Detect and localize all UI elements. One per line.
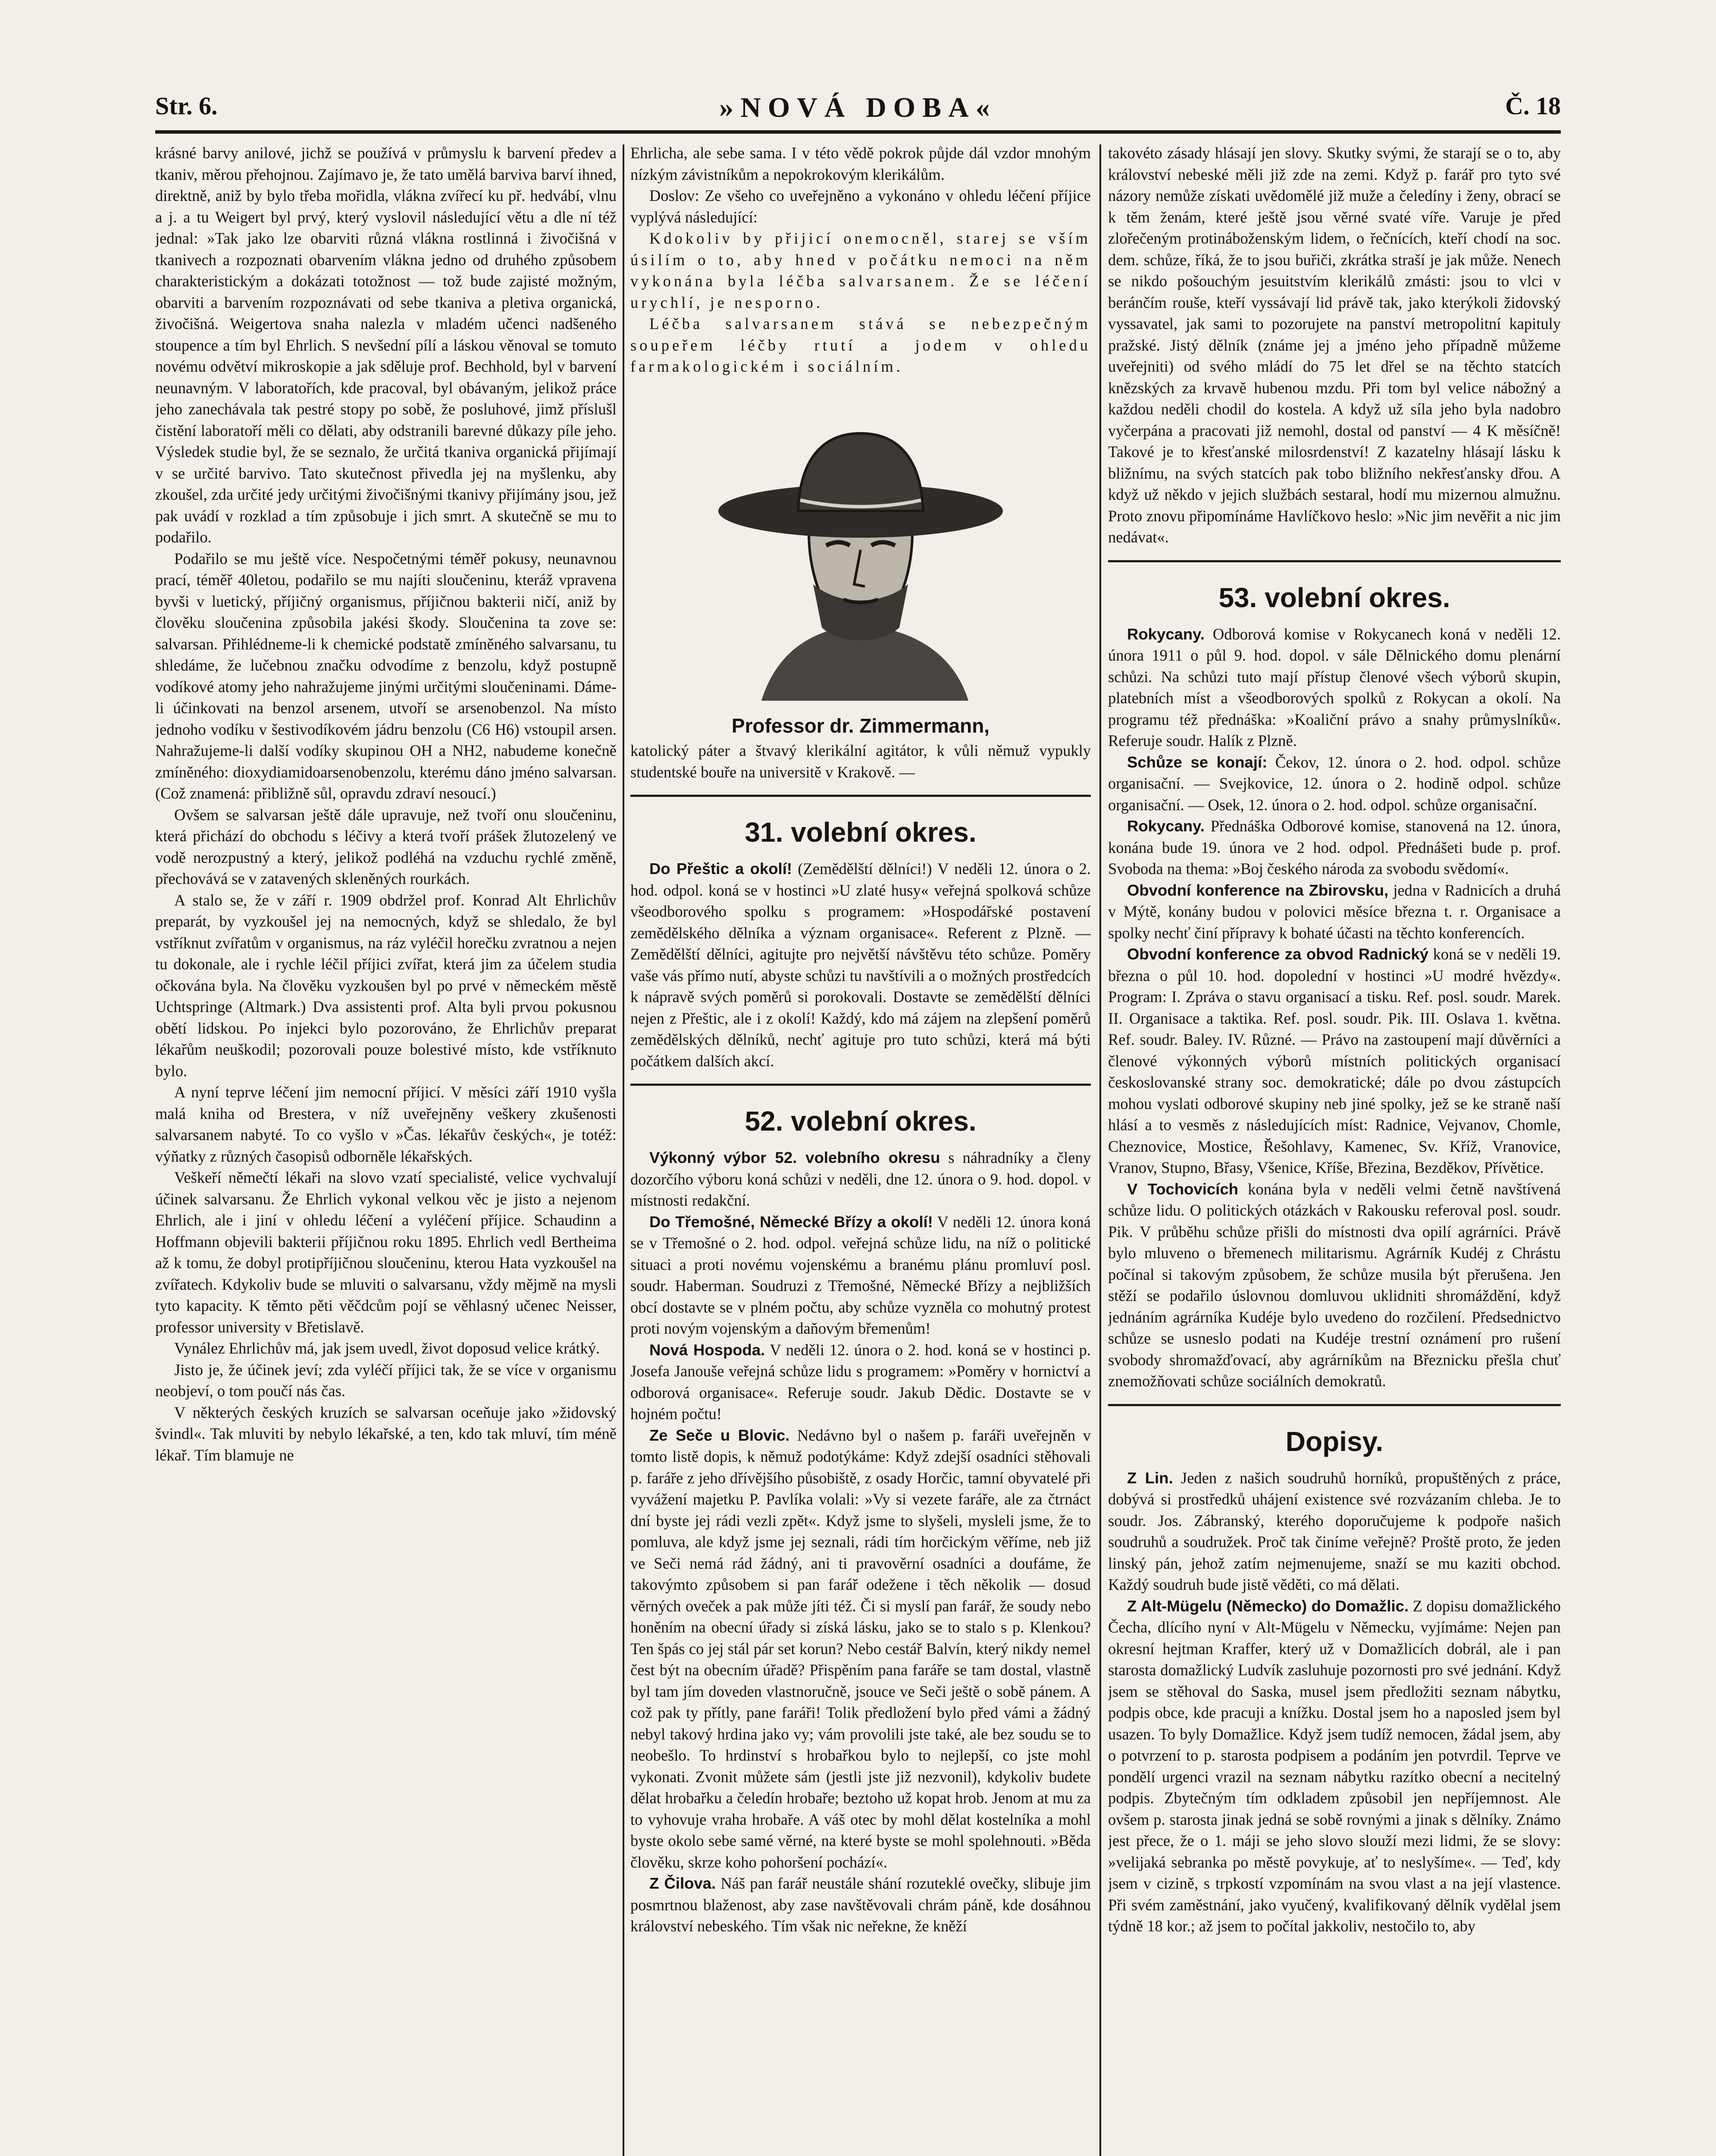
- article-paragraph: Doslov: Ze všeho co uveřejněno a vykonáno v ohledu léčení příjice vyplývá následující:: [630, 187, 1091, 226]
- article-paragraph: V některých českých kruzích se salvarsan oceňuje jako »židovský švindl«. Tak mluviti by nebylo lékařské, a ten, kdo tak mluví, tím méně lékař. Tím blamuje ne: [155, 1403, 617, 1464]
- page-number: Str. 6.: [155, 92, 218, 120]
- article-paragraph: Podařilo se mu ještě více. Nespočetnými téměř pokusy, neunavnou prací, téměř 40letou, podařilo se mu najíti sloučeninu, kteráž vpravena byvši v luetický, příjičný organismus, příjičnou bakterii ničí, aniž by člověku sloučenina způsobila jakési škody. Sloučenina ta zove se: salvarsan. Přihlédneme-li k chemické podstatě zmíněného salvarsanu, tu shledáme, že lučebnou značku odvodíme z benzolu, když postupně vodíkové atomy jeho nahražujeme jinými určitými sloučeninami. Dáme-li účinkovati na benzol arsenem, utvoří se arsenobenzol. Na místo jednoho vodíku v šestivodíkovém jádru benzolu (C6 H6) vstoupil arsen. Nahražujeme-li další vodíky skupinou OH a NH2, nabudeme konečně zmíněného: dioxydiamidoarsenobenzolu, kterému dáno jméno salvarsan. (Což znamená: přibližně sůl, opravdu zdraví nesoucí.): [155, 549, 617, 802]
- section-rule: [1108, 1404, 1561, 1406]
- article-paragraph: Vynález Ehrlichův má, jak jsem uvedl, život doposud velice krátký.: [174, 1339, 600, 1357]
- section-heading-53: 53. volební okres.: [1218, 582, 1450, 613]
- caption-text: katolický páter a štvavý klerikální agitátor, k vůli němuž vypukly studentské bouře na universitě v Krakově. —: [630, 742, 1091, 781]
- column-2: [630, 142, 1091, 2156]
- section-heading-52: 52. volební okres.: [745, 1106, 977, 1137]
- column-1: [155, 142, 617, 2156]
- section-rule: [1108, 560, 1561, 562]
- section-heading-31: 31. volební okres.: [745, 817, 977, 848]
- section-heading-dopisy: Dopisy.: [1285, 1426, 1384, 1457]
- news-item: Obvodní konference za obvod Radnický koná se v neděli 19. března o půl 10. hod. dopolední v hostinci »U modré hvězdy«. Program: I. Zpráva o stavu organisací a tisku. Ref. posl. soudr. Marek. II. Organisace a taktika. Ref. posl. soudr. Pik. III. Oslava 1. května. Ref. soudr. Baley. IV. Různé. — Právo na zastoupení mají důvěrníci a členové výkonných výborů místních politických organisací českoslovanské strany soc. demokratické; dále po dvou zástupcích mohou vyslati odborové skupiny neb jiné spolky, jež se ke straně naší hlásí a to vesměs z následujících míst: Radnice, Vejvanov, Chomle, Cheznovice, Mostice, Řešohlavy, Kamenec, Sv. Kříž, Vranovice, Vranov, Stupno, Břasy, Všenice, Kříše, Březina, Bezděkov, Přívětice.: [1108, 945, 1561, 1176]
- letter-item: Z Alt-Mügelu (Německo) do Domažlic. Z dopisu domažlického Čecha, dlícího nyní v Alt-Mügelu v Německu, vyjímáme: Nejen pan okresní hejtman Kraffer, který už v Domažlicích dobrál, ale i pan starosta domažlický Ludvík zasluhuje pozornosti pro své jednání. Když jsem se stěhoval do Saska, musel jsem předložiti seznam nábytku, podpis obce, kde pracuji a knížku. Dostal jsem ho a naposled jsem byl usazen. To byly Domažlice. Když jsem tudíž nemocen, žádal jsem, aby o potvrzení to p. starosta podpisem a podáním jen potvrdil. Teprve ve pondělí urgenci vrazil na seznam nábytku razítko obecní a necitelný podpis. Zbytečným tím odkladem způsobil jen nepříjemnost. Ale ovšem p. starosta jinak jedná se sobě rovnými a jinak s dělníky. Známo jest přece, že o 1. máji se jeho slovo slouží mezi lidmi, že se slovy: »velijaká sebranka po městě povykuje, ať to neslyšíme«. — Teď, kdy jsem v cizině, s trpkostí vzpomínám na svou vlast a na její vlastence. Při svém zaměstnání, jako vyučený, kvalifikovaný dělník vydělal jsem týdně 18 kor.; až jsem to počítal jakkoliv, nestočilo to, aby: [1108, 1597, 1561, 1935]
- article-paragraph: Veškeří němečtí lékaři na slovo vzatí specialisté, velice vychvalují účinek salvarsanu. Že Ehrlich vykonal velkou věc je jisto a nejenom Ehrlich, ale i jiní v ohledu léčení a vyléčení příjice. Schaudinn a Hoffmann objevili bakterii příjičnou roku 1895. Ehrlich vedl Bertheima až k tomu, že dobyl protipříjičnou sloučeninu, kterou Hata vyzkoušel na zvířatech. Kdykoliv bude se mluviti o salvarsanu, vždy mějmě na mysli tyto kapacity. K těmto pěti věčdcům pojí se věhlasný učenec Neisser, professor university v Břetislavě.: [155, 1169, 617, 1336]
- news-item: Do Přeštic a okolí! (Zemědělští dělníci!) V neděli 12. února o 2. hod. odpol. koná se v hostinci »U zlaté husy« veřejná spolková schůze všeodborového spolku s programem: »Hospodářské postavení zemědělského dělníka a význam organisace«. Referent z Plzně. — Zemědělští dělníci, agitujte pro největší návštěvu této schůze. Poměry vaše vás přímo nutí, abyste schůzi tu navštívili a o možných prostředcích k nápravě svých poměrů si porokovali. Dostavte se zemědělští dělníci nejen z Přeštic, ale i z okolí! Každý, kdo má zájem na zlepšení poměrů zemědělských dělníků, nechť agituje pro tuto schůzi, která má býti počátkem dalších akcí.: [630, 860, 1091, 1070]
- article-paragraph: Jisto je, že účinek jeví; zda vyléčí příjici tak, že se více v organismu neobjeví, o tom poučí nás čas.: [155, 1360, 617, 1400]
- news-item: Rokycany. Odborová komise v Rokycanech koná v neděli 12. února 1911 o půl 9. hod. dopol. v sále Dělnického domu plenární schůzi. Na schůzi tuto mají přístup členové všech výborů skupin, platebních míst a všeodborových spolků z Rokycan a okolí. Na programu též přednáška: »Koaliční právo a snahy průmyslníků«. Referuje soudr. Halík z Plzně.: [1108, 625, 1561, 749]
- column-3: [1108, 142, 1561, 2156]
- news-item: Výkonný výbor 52. volebního okresu s náhradníky a členy dozorčího výboru koná schůzi v neděli, dne 12. února o 9. hod. dopol. v místnosti redakční.: [630, 1149, 1091, 1209]
- article-paragraph: A nyní teprve léčení jim nemocní příjicí. V měsíci září 1910 vyšla malá kniha od Brestera, v níž uveřejněny veškery zkušenosti salvarsanem nabyté. To co vyšlo v »Čas. lékařův českých«, je totéž: výňatky z různých časopisů odborněle lékařských.: [155, 1083, 617, 1165]
- letter-item: Z Lin. Jeden z našich soudruhů horníků, propuštěných z práce, dobývá si prostředků uhájení existence své rozvázaním chleba. Je to soudr. Jos. Zábranský, kterého doporučujeme k podpoře našich soudruhů a soudružek. Proč tak činíme veřejně? Proště proto, že jeden linský pán, jehož zatím nejmenujeme, snaží se mu kaziti obchod. Každý soudruh bude jistě věděti, co má dělati.: [1108, 1469, 1561, 1593]
- news-item: Z Čilova. Náš pan farář neustále shání rozuteklé ovečky, slibuje jim posmrtnou blaženost, aby zase navštěvovali chrám páně, kde dosáhnou království nebeského. Tím však nic neřekne, že kněží: [630, 1874, 1091, 1935]
- page-header: [155, 91, 1561, 134]
- portrait-caption: Professor dr. Zimmermann,: [731, 714, 990, 737]
- news-item: Do Třemošné, Německé Břízy a okolí! V neděli 12. února koná se v Třemošné o 2. hod. odpol. veřejná schůze lidu, na níž o politické situaci a proti novému vojenskému a branému plánu promluví posl. soudr. Haberman. Soudruzi z Třemošné, Německé Břízy a nejbližších obcí dostavte se v plném počtu, aby schůze vyzněla co mohutný protest proti novým vojenským a daňovým břemenům!: [630, 1213, 1091, 1337]
- news-item: V Tochovicích konána byla v neděli velmi četně navštívená schůze lidu. O politických otázkách v Rakousku referoval posl. soudr. Pik. V průběhu schůze přišli do místnosti dva opilí agrárníci. Právě bylo mluveno o břemenech militarismu. Agrárník Kudéj z Chrástu počínal si takovým způsobem, že schůze musila být přerušena. Jen stěží se podařilo úslovnou domluvou uklidniti shromáždění, když jednáním agrárníka Kudéje bylo uvedeno do rozčilení. Předsednictvo schůze se usneslo podati na Kudéje trestní oznámení pro rušení svobody shromažďovací, aby agrárníkům na Březnicku přešla chuť znemožňovati schůze sociálních demokratů.: [1108, 1180, 1561, 1390]
- news-item: Schůze se konají: Čekov, 12. února o 2. hod. odpol. schůze organisační. — Svejkovice, 12. února o 2. hodině odpol. schůze organisační. — Osek, 12. února o 2. hod. odpol. schůze organisační.: [1108, 753, 1561, 814]
- column-divider-2: [1099, 144, 1101, 2156]
- article-paragraph: Léčba salvarsanem stává se nebezpečným soupeřem léčby rtutí a jodem v ohledu farmakologickém i sociálním.: [630, 315, 1091, 375]
- section-rule: [630, 795, 1091, 797]
- newspaper-title: »NOVÁ DOBA«: [719, 92, 997, 123]
- column-divider-1: [623, 144, 624, 2156]
- section-rule: [630, 1084, 1091, 1086]
- article-paragraph: Kdokoliv by přijicí onemocněl, starej se vším úsilím o to, aby hned v počátku nemoci na něm vykonána byla léčba salvarsanem. Že se léčení urychlí, je nesporno.: [630, 229, 1091, 311]
- article-paragraph: Ovšem se salvarsan ještě dále upravuje, než tvoří onu sloučeninu, která přichází do obchodu s léčivy a která tvoří prášek žlutozelený ve vodě nerozpustný a který, jelikož podléhá na vzduchu rychlé změně, přechovává se v zatavených skleněných rourkách.: [155, 805, 617, 887]
- issue-number: Č. 18: [1505, 92, 1561, 120]
- portrait-illustration: [710, 403, 1011, 714]
- article-paragraph: A stalo se, že v září r. 1909 obdržel prof. Konrad Alt Ehrlichův preparát, by vyzkoušel jej na nemocných, když se shledalo, že byl vstříknut zvířatům v organismus, na ráz vyléčil horečku zvratnou a nejen tu dokonale, ale i rychle léčil příjici zvířat, která jim za účelem studia očkována byla. Na člověku vyzkoušen byl po prvé v německém městě Uchtspringe (Altmark.) Dva assistenti prof. Alta byli prvou pokusnou obětí lidskou. Po injekci bylo pozorováno, že Ehrlichův preparat lékařům neuškodil; pozorovali pouze bolestivé místo, kde vstříknuto bylo.: [155, 891, 617, 1080]
- news-item: Ze Seče u Blovic. Nedávno byl o našem p. faráři uveřejněn v tomto listě dopis, k němuž podotýkáme: Když zdejší osadníci stěhovali p. faráře z jeho dřívějšího působiště, z osady Horčic, tamní obyvatelé při vyvážení majetku P. Pavlíka volali: »Vy si vezete faráře, ale za čtrnáct dní byste jej rádi vezli zpět«. Když jsme to slyšeli, mysleli jsme, že to pomluva, ale když jsme jej seznali, rádi tím horčickým věříme, neb již ve Seči nemá rád žádný, ani ti pravověrní osadníci a doufáme, že takovýmto způsobem si pan farář odežene i těch několik — dosud věrných oveček a pak může jíti též. Či si myslí pan farář, že soudy nebo honěním na obecní úřady si získá lásku, jako se to stalo s p. Klenkou? Ten špás co jej stál pár set korun? Nebo cestář Balvín, který nikdy nemel čest být na obecním úřadě? Přispěním pana faráře se tam dostal, vlastně byl tam jím doveden vlastnoručně, jsouce ve Seči ještě o sobě pánem. A což pak ty přítly, pane faráři! Tolik předložení bylo před vámi a žádný nebyl takový hrdina jako vy; vám provolili jste také, ale bez soudu se to neobešlo. To hrdinství s hrobařkou bylo to nejlepší, co jste mohl vykonati. Zvonit můžete sám (jestli jste již nezvonil), kdykoliv budete dělat hrobařku a čeledín hrobaře; beztoho už kopat hrob. Jenom at mu za to vyhovuje vraha hrobaře. A váš otec by mohl dělat kostelníka a mohl byste okolo sebe samé věrné, na které byste se mohl spolehnouti. »Běda člověku, skrze koho pohoršení pochází«.: [630, 1426, 1091, 1871]
- article-paragraph: takovéto zásady hlásají jen slovy. Skutky svými, že starají se o to, aby království nebeské měli již zde na zemi. Když p. farář pro tyto své názory nemůže získati uvědomělé již muže a čeledíny i ženy, obrací se k těm ženám, které ještě jsou věrné svaté víře. Varuje je před zlořečeným protináboženským lidem, o řečnících, kteří chodí na soc. dem. schůze, říká, že to jsou buřiči, zkrátka straší je jak může. Nenech se nikdo pošouchým jesuitstvím klerikálů zmásti: jsou to vlci v beránčím rouše, kteří vyssávají lid právě tak, jako kterýkoli židovský vyssavatel, jak sami to pozorujete na panství metropolitní kapituly pražské. Jistý dělník (známe jej a jméno jeho případně můžeme uveřejniti) od svého mládí do 75 let dřel se na těchto statcích knězských za krvavě hubenou mzdu. Při tom byl velice nábožný a každou neděli chodil do kostela. A když už síla jeho byla nadobro vyčerpána a pracovati již nemohl, dostal od panství — 4 K měsíčně! Takové je to křesťanské milosrdenství! Z kazatelny hlásají lásku k bližnímu, na svých statcích pak tobo bližního nekřesťansky dřou. A když už někdo v jejich službách sestaral, hodí mu mizernou almužnu. Proto znovu připomínáme Havlíčkovo heslo: »Nic jim nevěřit a nic jim nedávat«.: [1108, 144, 1561, 546]
- article-paragraph: krásné barvy anilové, jichž se používá v průmyslu k barvení předev a tkaniv, měrou přehojnou. Zajímavo je, že tato umělá barviva barví ihned, direktně, aniž by bylo třeba mořidla, vlákna zvířecí ku př. hedvábí, vlnu a j. a tu Weigert byl prvý, který vyslovil následující větu a dle ní též jednal: »Tak jako lze obarviti různá vlákna rostlinná i živočišná v tkanivech a rozpoznati obarvením vlákna jedno od druhého způsobem charakteristickým a dokázati totožnost — tož bude zajisté možným, obarviti a barvením rozpoznávati od sebe tkaniva a pletiva organická, živočišná. Weigertova snaha nalezla v mladém učenci nadšeného stoupence a tím byl Ehrlich. S nevšední pílí a láskou věnoval se tomuto novému odvětví mikroskopie a jak sděluje prof. Bechhold, byl v barvení neunavným. V laboratořích, kde pracoval, byl obávaným, jelikož práce jeho zanechávala tak pestré stopy po sobě, že posluhové, jimž příslušl čistění laboratoří měli co dělati, aby odstranili barevné důkazy píle jeho. Výsledek studie byl, že se seznalo, že určitá tkaniva organická přijímají v se určité barvivo. Tato skutečnost přivedla jej na myšlenku, aby zkoušel, zda určité jedy určitými živočišnými tkanivy přijímány jsou, jež pak uvádí v rozklad a tím způsobuje i jich smrt. A skutečně se mu to podařilo.: [155, 144, 617, 546]
- news-item: Nová Hospoda. V neděli 12. února o 2. hod. koná se v hostinci p. Josefa Janouše veřejná schůze lidu s programem: »Poměry v hornictví a odborová organisace«. Referuje soudr. Jakub Dědic. Dostavte se v hojném počtu!: [630, 1341, 1091, 1423]
- news-item: Rokycany. Přednáška Odborové komise, stanovená na 12. února, konána bude 19. února ve 2 hod. odpol. Přednášeti bude p. prof. Svoboda na thema: »Boj českého národa za svobodu svědomí«.: [1108, 817, 1561, 877]
- news-item: Obvodní konference na Zbirovsku, jedna v Radnicích a druhá v Mýtě, konány budou v polovici měsíce března t. r. Organisace a spolky nechť činí přípravy k bohaté účasti na těchto konferencích.: [1108, 881, 1561, 942]
- article-paragraph: Ehrlicha, ale sebe sama. I v této vědě pokrok půjde dál vzdor mnohým nízkým závistníkům a nepokrokovým klerikálům.: [630, 144, 1091, 183]
